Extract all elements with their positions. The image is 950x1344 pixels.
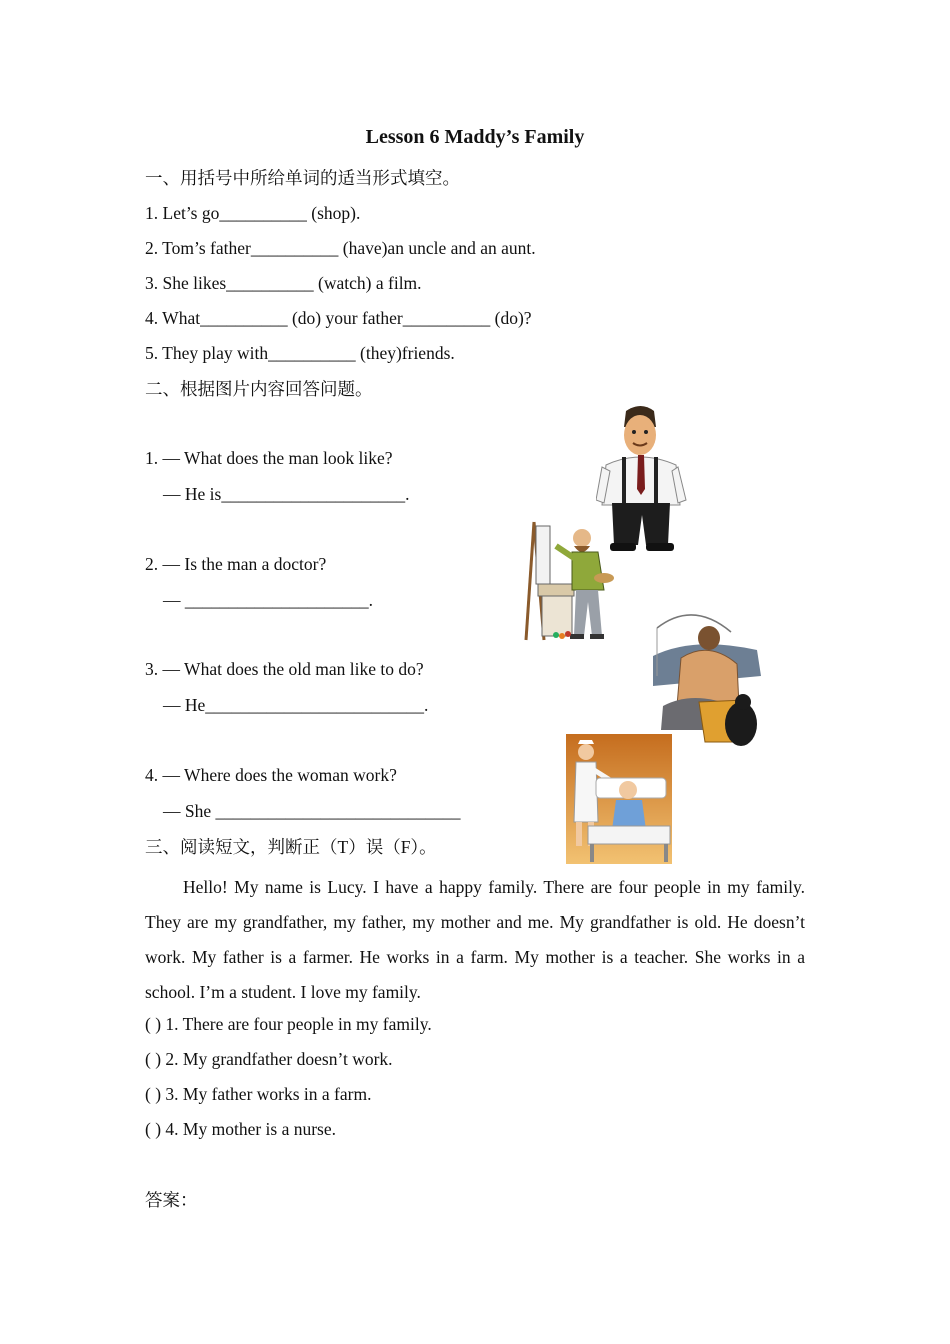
old-man-fishing-illustration bbox=[653, 606, 763, 752]
page-title: Lesson 6 Maddy’s Family bbox=[365, 126, 585, 148]
section1-heading: 一、用括号中所给单词的适当形式填空。 bbox=[145, 168, 460, 188]
exercise-1: 1. Let’s go__________ (shop). bbox=[145, 203, 361, 223]
painter-illustration bbox=[522, 518, 618, 642]
picture-question-4: 4. — Where does the woman work? bbox=[145, 765, 397, 785]
section3-heading: 三、阅读短文，判断正（T）误（F）。 bbox=[145, 837, 437, 857]
picture-question-3: 3. — What does the old man like to do? bbox=[145, 659, 424, 679]
picture-question-2: 2. — Is the man a doctor? bbox=[145, 554, 327, 574]
answers-label: 答案： bbox=[145, 1190, 198, 1210]
reading-passage: Hello! My name is Lucy. I have a happy family. There are four people in my family. They are my grandfather, my father, my mother and me. My grandfather is old. He doesn’t work. My father is a farmer. He works in a farm. My mother is a teacher. She works in a school. I’m a student. I love my family. bbox=[145, 877, 805, 1002]
exercise-3: 3. She likes__________ (watch) a film. bbox=[145, 273, 422, 293]
exercise-4: 4. What__________ (do) your father__________ (do)? bbox=[145, 308, 532, 328]
tf-item-2: ( ) 2. My grandfather doesn’t work. bbox=[145, 1049, 393, 1069]
picture-answer-3: — He_________________________. bbox=[163, 695, 429, 715]
tf-item-1: ( ) 1. There are four people in my family. bbox=[145, 1014, 432, 1034]
picture-answer-2: — _____________________. bbox=[163, 590, 373, 610]
section2-heading: 二、根据图片内容回答问题。 bbox=[145, 379, 373, 399]
picture-question-1: 1. — What does the man look like? bbox=[145, 448, 393, 468]
tf-item-4: ( ) 4. My mother is a nurse. bbox=[145, 1119, 337, 1139]
picture-answer-1: — He is_____________________. bbox=[163, 484, 410, 504]
picture-answer-4: — She ____________________________ bbox=[163, 801, 461, 821]
nurse-patient-illustration bbox=[566, 734, 672, 864]
exercise-5: 5. They play with__________ (they)friends. bbox=[145, 343, 455, 363]
tf-item-3: ( ) 3. My father works in a farm. bbox=[145, 1084, 372, 1104]
exercise-2: 2. Tom’s father__________ (have)an uncle and an aunt. bbox=[145, 238, 536, 258]
